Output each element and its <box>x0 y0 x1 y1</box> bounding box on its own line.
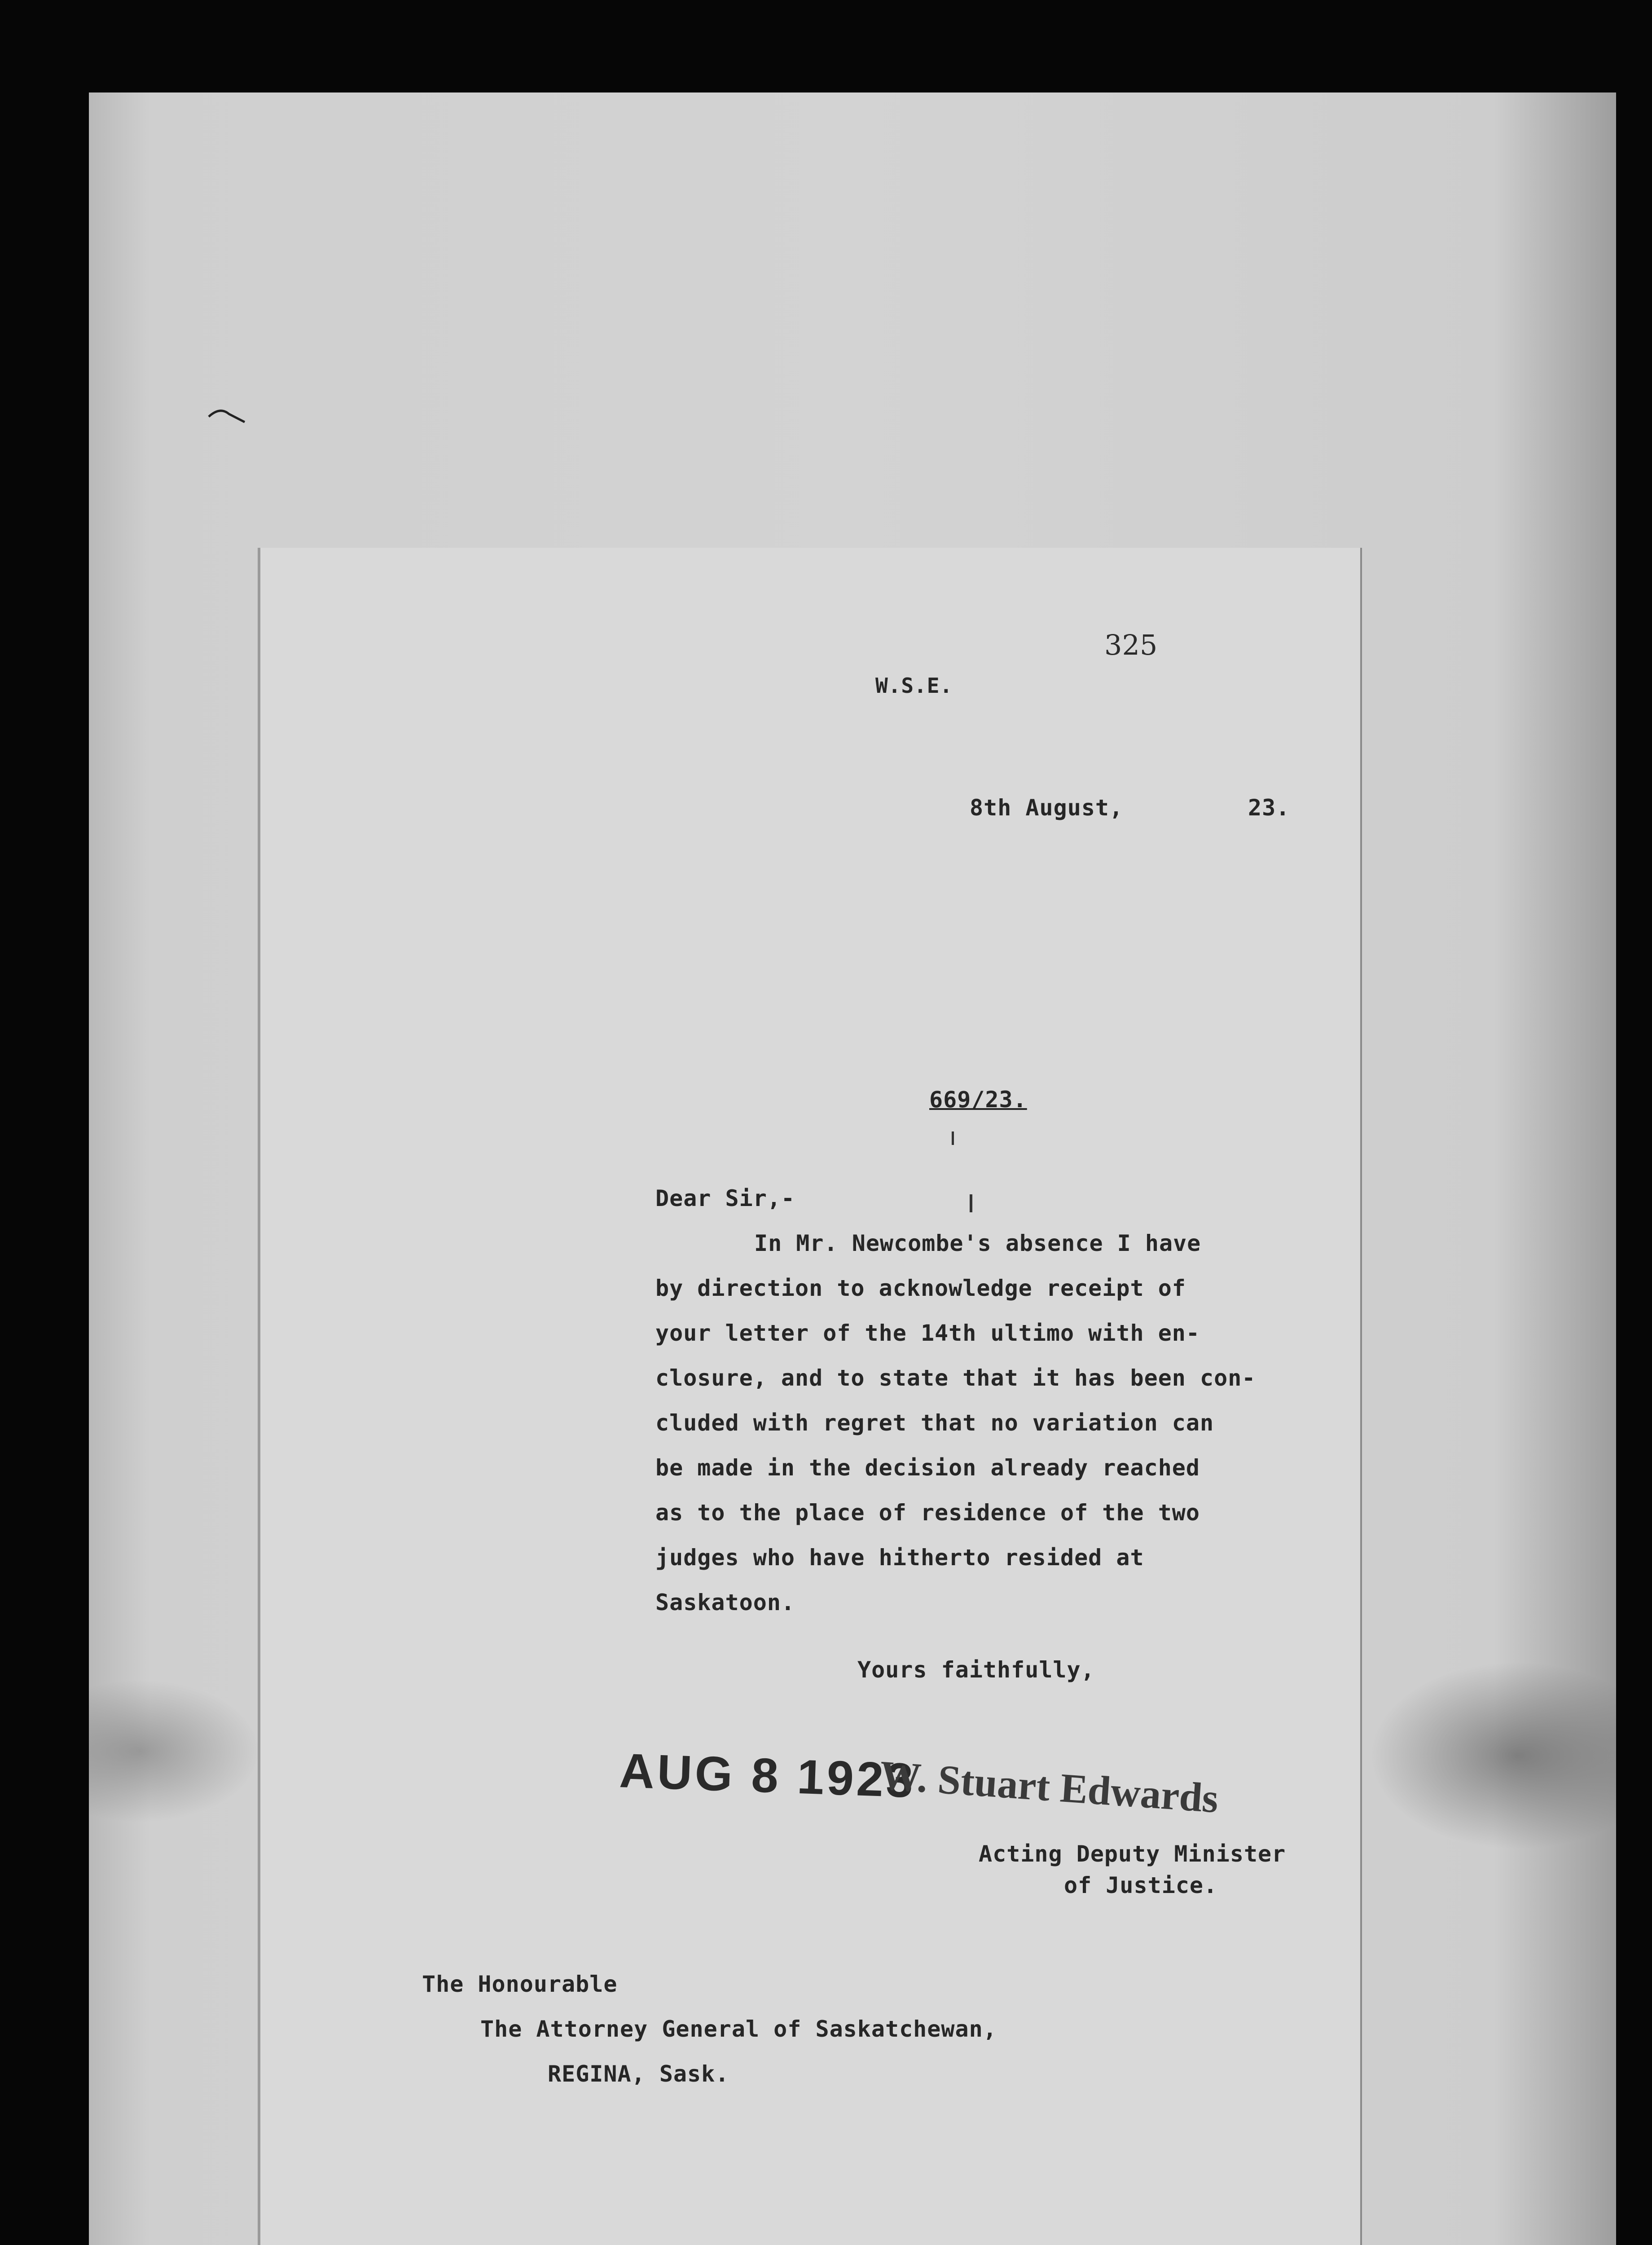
pencil-mark <box>206 404 247 431</box>
received-date-stamp: AUG 8 1923 <box>618 1743 917 1808</box>
body-line: your letter of the 14th ultimo with en- <box>655 1320 1200 1346</box>
shadow-smudge <box>1369 1661 1616 1850</box>
body-line: as to the place of residence of the two <box>655 1500 1200 1526</box>
body-line: In Mr. Newcombe's absence I have <box>754 1230 1201 1256</box>
addressee-line: REGINA, Sask. <box>548 2061 729 2087</box>
letter-page <box>260 548 1360 2245</box>
signature-stamp: W. Stuart Edwards <box>878 1752 1220 1822</box>
body-line: Saskatoon. <box>655 1589 795 1616</box>
letter-year: 23. <box>1248 795 1290 821</box>
body-line: by direction to acknowledge receipt of <box>655 1275 1186 1301</box>
signatory-title: Acting Deputy Minister <box>979 1841 1286 1867</box>
body-line: judges who have hitherto resided at <box>655 1545 1144 1571</box>
salutation: Dear Sir,- <box>655 1185 795 1211</box>
body-line: closure, and to state that it has been con- <box>655 1365 1256 1391</box>
page-number: 325 <box>1104 629 1158 661</box>
body-line: cluded with regret that no variation can <box>655 1410 1214 1436</box>
addressee-line: The Attorney General of Saskatchewan, <box>480 2016 997 2042</box>
shadow-smudge <box>89 1679 259 1823</box>
ink-tick <box>952 1131 954 1145</box>
body-line: be made in the decision already reached <box>655 1455 1200 1481</box>
letter-date: 8th August, <box>970 795 1124 821</box>
initials: W.S.E. <box>875 674 953 698</box>
signatory-title: of Justice. <box>1064 1872 1218 1898</box>
file-reference: 669/23. <box>929 1087 1027 1113</box>
closing: Yours faithfully, <box>857 1657 1095 1683</box>
ink-tick <box>970 1194 972 1212</box>
addressee-line: The Honourable <box>422 1971 618 1997</box>
